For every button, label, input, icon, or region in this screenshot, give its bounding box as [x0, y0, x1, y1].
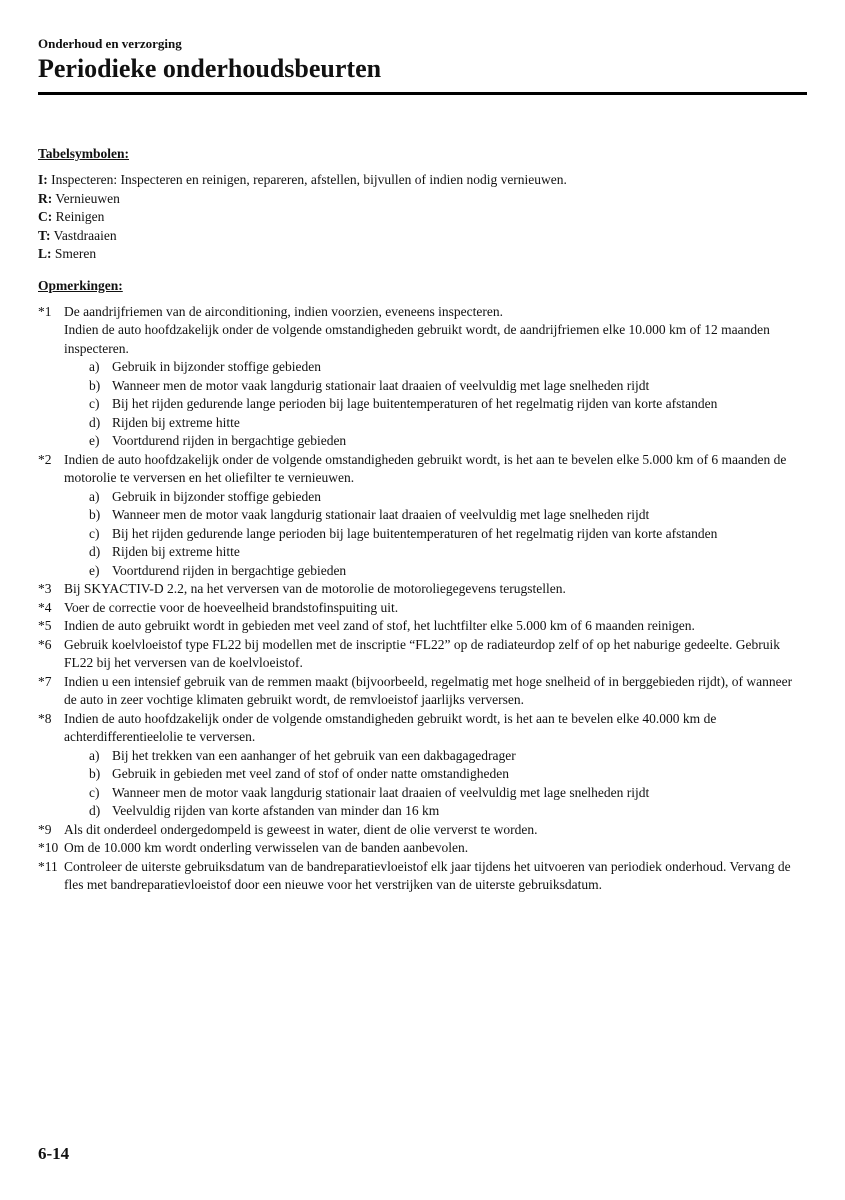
- symbol-description: Vernieuwen: [52, 190, 120, 206]
- note-body: [64, 673, 807, 710]
- note-paragraph: Indien de auto hoofdzakelijk onder de volgende omstandigheden gebruikt wordt, de aandrijfriemen elke 10.000 km of 12 maanden inspecteren.: [64, 322, 770, 356]
- note-marker: *9: [38, 821, 52, 837]
- note-marker: *7: [38, 673, 52, 689]
- subitem-text: Gebruik in bijzonder stoffige gebieden: [112, 359, 321, 374]
- subitem-text: Veelvuldig rijden van korte afstanden van minder dan 16 km: [112, 803, 440, 818]
- subitem-text: Bij het rijden gedurende lange perioden bij lage buitentemperaturen of het regelmatig rijden van korte afstanden: [112, 525, 718, 541]
- symbol-description: Inspecteren: Inspecteren en reinigen, repareren, afstellen, bijvullen of indien nodig vernieuwen.: [47, 172, 567, 187]
- note-subitem: [64, 432, 807, 451]
- subitem-text: Gebruik in gebieden met veel zand of stof of onder natte omstandigheden: [112, 766, 509, 781]
- remark-note: [38, 303, 807, 451]
- subitem-label: b): [89, 766, 101, 781]
- remark-note: [38, 617, 807, 636]
- subitem-text: Voortdurend rijden in bergachtige gebieden: [112, 433, 347, 448]
- note-body: [64, 580, 807, 599]
- note-paragraph: Indien de auto hoofdzakelijk onder de volgende omstandigheden gebruikt wordt, is het aan te bevelen elke 5.000 km of 6 maanden de motorolie te verversen en het oliefilter te vernieuwen.: [64, 451, 787, 485]
- symbol-key: T:: [38, 227, 51, 243]
- subitem-text: Voortdurend rijden in bergachtige gebieden: [112, 562, 347, 578]
- remark-note: [38, 599, 807, 618]
- page-body: [38, 145, 807, 895]
- subitem-text: Rijden bij extreme hitte: [112, 544, 240, 559]
- note-paragraph: Om de 10.000 km wordt onderling verwisselen van de banden aanbevolen.: [64, 840, 469, 855]
- note-subitem: [64, 784, 807, 803]
- subitem-label: d): [89, 803, 101, 818]
- remark-note: [38, 839, 807, 858]
- note-body: [64, 303, 807, 451]
- chapter-label: Onderhoud en verzorging: [38, 36, 182, 51]
- subitem-text: Rijden bij extreme hitte: [112, 414, 240, 430]
- note-marker: *10: [38, 840, 59, 855]
- note-body: [64, 710, 807, 821]
- symbol-key: L:: [38, 246, 52, 261]
- remark-note: [38, 710, 807, 821]
- note-marker: *11: [38, 858, 58, 874]
- symbol-description: Smeren: [51, 246, 97, 261]
- note-subitem: [64, 395, 807, 414]
- subitem-text: Gebruik in bijzonder stoffige gebieden: [112, 488, 321, 504]
- table-symbols-list: [38, 171, 807, 264]
- note-paragraph: Indien de auto gebruikt wordt in gebieden met veel zand of stof, het luchtfilter elke 5.000 km of 6 maanden reinigen.: [64, 618, 695, 633]
- note-paragraph: Als dit onderdeel ondergedompeld is geweest in water, dient de olie ververst te worden.: [64, 821, 538, 837]
- subitem-label: a): [89, 488, 100, 504]
- subitem-text: Wanneer men de motor vaak langdurig stationair laat draaien of veelvuldig met lage snelheden rijdt: [112, 377, 650, 393]
- note-marker: *1: [38, 303, 52, 319]
- note-marker: *6: [38, 636, 52, 652]
- note-marker: *5: [38, 618, 52, 633]
- note-marker: *8: [38, 710, 52, 726]
- subitem-label: b): [89, 507, 101, 522]
- note-subitem: [64, 488, 807, 507]
- subitem-label: a): [89, 747, 100, 763]
- page-title: Periodieke onderhoudsbeurten: [38, 54, 382, 83]
- symbol-description: Vastdraaien: [50, 227, 117, 243]
- note-subitem: [64, 358, 807, 377]
- note-subitem: [64, 765, 807, 784]
- note-paragraph: Controleer de uiterste gebruiksdatum van de bandreparatievloeistof elk jaar tijdens het uitvoeren van periodiek onderhoud. Vervang de fles met bandreparatievloeistof door een nieuwe voor het verstrijken van de uiterste gebruiksdatum.: [64, 858, 791, 892]
- note-body: [64, 636, 807, 673]
- remark-note: [38, 673, 807, 710]
- table-symbol-row: [38, 208, 807, 227]
- subitem-text: Wanneer men de motor vaak langdurig stationair laat draaien of veelvuldig met lage snelheden rijdt: [112, 507, 650, 522]
- subitem-text: Wanneer men de motor vaak langdurig stationair laat draaien of veelvuldig met lage snelheden rijdt: [112, 784, 650, 800]
- subitem-text: Bij het rijden gedurende lange perioden bij lage buitentemperaturen of het regelmatig rijden van korte afstanden: [112, 396, 718, 411]
- remarks-heading: Opmerkingen:: [38, 277, 123, 293]
- subitem-label: e): [89, 433, 100, 448]
- note-paragraph: Bij SKYACTIV-D 2.2, na het verversen van de motorolie de motoroliegegevens terugstellen.: [64, 581, 566, 596]
- symbol-key: I:: [38, 172, 48, 187]
- note-subitem: [64, 525, 807, 544]
- note-subitem: [64, 562, 807, 581]
- note-body: [64, 617, 807, 636]
- note-body: [64, 858, 807, 895]
- note-subitem: [64, 802, 807, 821]
- table-symbols-heading: Tabelsymbolen:: [38, 146, 130, 161]
- remark-note: [38, 451, 807, 581]
- note-subitem: [64, 414, 807, 433]
- page-number: 6-14: [38, 1144, 70, 1163]
- note-subitem: [64, 506, 807, 525]
- subitem-label: e): [89, 562, 100, 578]
- header-rule: [38, 92, 807, 95]
- remark-note: [38, 636, 807, 673]
- remarks-list: [38, 303, 807, 895]
- subitem-label: c): [89, 396, 100, 411]
- symbol-description: Reinigen: [52, 209, 105, 224]
- subitem-label: a): [89, 359, 100, 374]
- table-symbol-row: [38, 227, 807, 246]
- remark-note: [38, 821, 807, 840]
- subitem-text: Bij het trekken van een aanhanger of het gebruik van een dakbagagedrager: [112, 747, 516, 763]
- subitem-label: c): [89, 525, 100, 541]
- table-symbol-row: [38, 190, 807, 209]
- note-paragraph: Voer de correctie voor de hoeveelheid brandstofinspuiting uit.: [64, 599, 399, 615]
- subitem-label: c): [89, 784, 100, 800]
- note-body: [64, 839, 807, 858]
- note-paragraph: Indien u een intensief gebruik van de remmen maakt (bijvoorbeeld, regelmatig met hoge snelheid of in berggebieden rijdt), of wanneer de auto in zeer vochtige klimaten gebruikt wordt, de remvloeistof jaarlijks verversen.: [64, 673, 793, 707]
- page-header: [38, 36, 807, 95]
- note-subitem: [64, 543, 807, 562]
- symbol-key: R:: [38, 190, 53, 206]
- note-body: [64, 599, 807, 618]
- subitem-label: d): [89, 544, 101, 559]
- note-paragraph: Indien de auto hoofdzakelijk onder de volgende omstandigheden gebruikt wordt, is het aan te bevelen elke 40.000 km de achterdifferentieelolie te verversen.: [64, 710, 717, 744]
- note-body: [64, 821, 807, 840]
- note-marker: *4: [38, 599, 52, 615]
- symbol-key: C:: [38, 209, 53, 224]
- note-subitem: [64, 747, 807, 766]
- note-paragraph: Gebruik koelvloeistof type FL22 bij modellen met de inscriptie “FL22” op de radiateurdop zelf of op het naburige gedeelte. Gebruik FL22 bij het verversen van de koelvloeistof.: [64, 636, 781, 670]
- table-symbol-row: [38, 171, 807, 190]
- note-subitem: [64, 377, 807, 396]
- note-marker: *2: [38, 451, 52, 467]
- remark-note: [38, 858, 807, 895]
- note-paragraph: De aandrijfriemen van de airconditioning, indien voorzien, eveneens inspecteren.: [64, 303, 503, 319]
- note-marker: *3: [38, 581, 52, 596]
- subitem-label: b): [89, 377, 101, 393]
- note-body: [64, 451, 807, 581]
- remark-note: [38, 580, 807, 599]
- subitem-label: d): [89, 414, 101, 430]
- table-symbol-row: [38, 245, 807, 264]
